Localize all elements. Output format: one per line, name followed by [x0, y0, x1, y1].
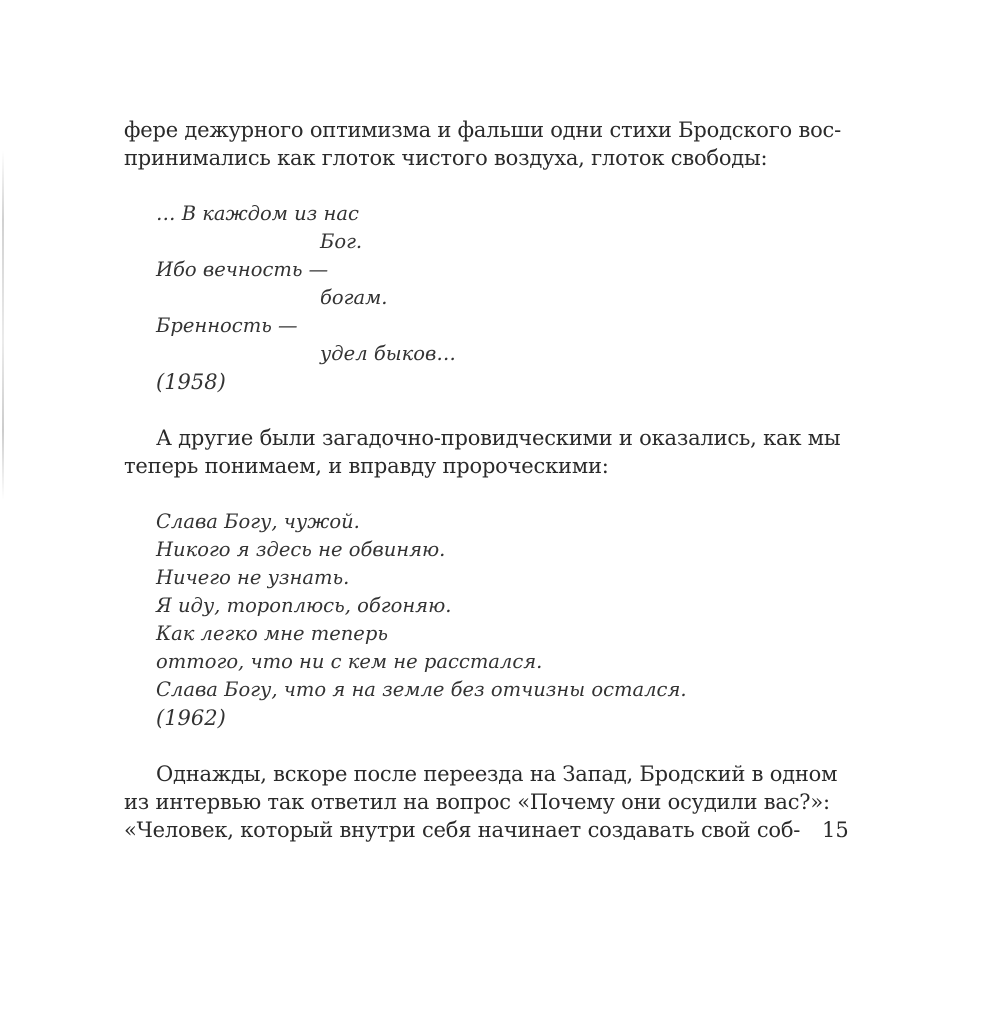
poem-date: (1962) — [156, 706, 226, 730]
verse-line: Бренность — — [156, 314, 298, 337]
verse-line: Ибо вечность — — [156, 258, 329, 281]
verse-line: Бог. — [320, 230, 363, 253]
paragraph-line: А другие были загадочно-провидческими и оказались, как мы — [156, 426, 841, 450]
verse-line: Никого я здесь не обвиняю. — [156, 538, 446, 561]
paragraph-line: из интервью так ответил на вопрос «Почему они осудили вас?»: — [124, 790, 830, 814]
verse-line: … В каждом из нас — [156, 202, 359, 225]
paragraph-1 — [124, 116, 841, 172]
poem-1962 — [156, 508, 687, 732]
paragraph-2 — [124, 424, 841, 480]
page-number: 15 — [822, 818, 849, 842]
page-edge-shadow — [2, 150, 4, 500]
verse-line: Как легко мне теперь — [156, 622, 388, 645]
poem-date: (1958) — [156, 370, 226, 394]
verse-line: Слава Богу, чужой. — [156, 510, 360, 533]
verse-line: богам. — [320, 286, 388, 309]
verse-line: оттого, что ни с кем не расстался. — [156, 650, 543, 673]
verse-line: Я иду, тороплюсь, обгоняю. — [156, 594, 452, 617]
poem-1958 — [156, 200, 456, 396]
paragraph-line: Однажды, вскоре после переезда на Запад, Бродский в одном — [156, 762, 838, 786]
paragraph-line: «Человек, который внутри себя начинает создавать свой соб- — [124, 818, 801, 842]
paragraph-line: фере дежурного оптимизма и фальши одни стихи Бродского вос- — [124, 118, 841, 142]
paragraph-line: теперь понимаем, и вправду пророческими: — [124, 454, 609, 478]
verse-line: удел быков… — [320, 342, 456, 365]
verse-line: Слава Богу, что я на земле без отчизны остался. — [156, 678, 687, 701]
verse-line: Ничего не узнать. — [156, 566, 350, 589]
paragraph-line: принимались как глоток чистого воздуха, глоток свободы: — [124, 146, 768, 170]
